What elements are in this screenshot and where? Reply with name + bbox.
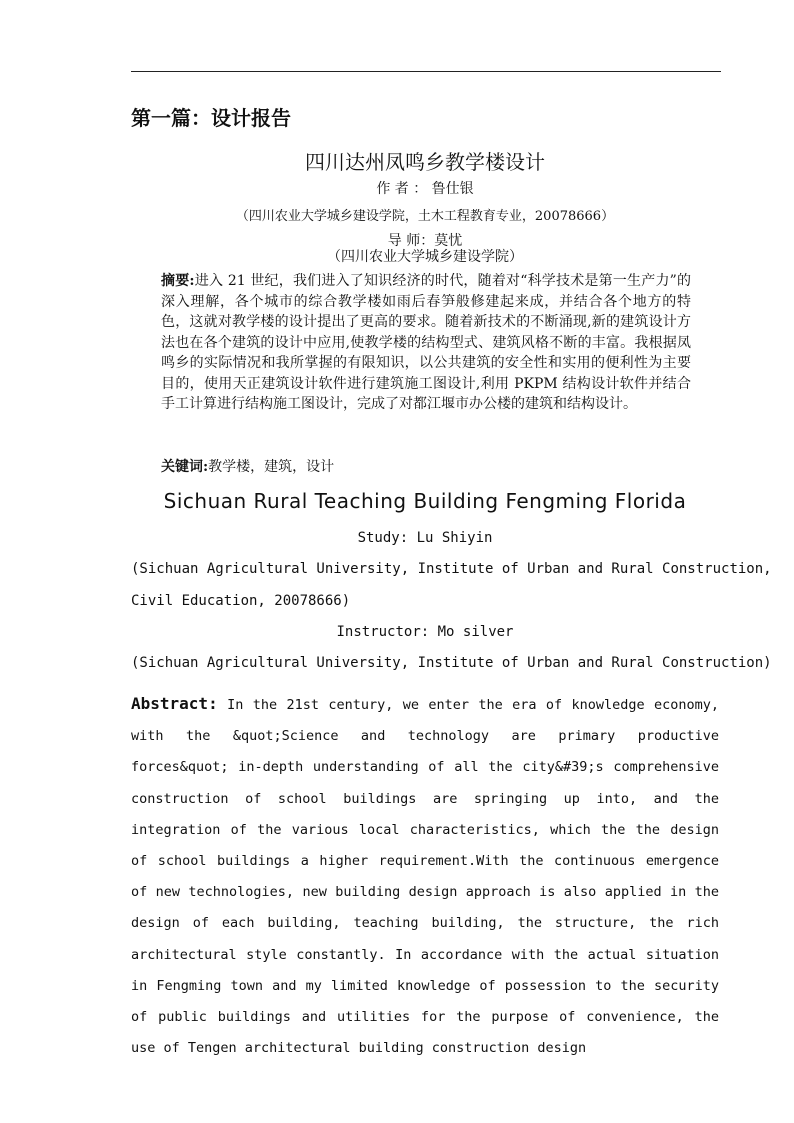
abstract-en xyxy=(131,688,719,1064)
instructor-line: Instructor: Mo silver xyxy=(336,624,514,640)
keywords-zh xyxy=(161,456,334,476)
thesis-title-en: Sichuan Rural Teaching Building Fengming Florida xyxy=(163,489,687,513)
abstract-zh-text: 进入 21 世纪，我们进入了知识经济的时代，随着对“科学技术是第一生产力”的深入理解，各个城市的综合教学楼如雨后春笋般修建起来成，并结合各个地方的特色，这就对教学楼的设计提出了更高的要求。随着新技术的不断涌现,新的建筑设计方法也在各个建筑的设计中应用,使教学楼的结构型式、建筑风格不断的丰富。我根据凤鸣乡的实际情况和我所掌握的有限知识，以公共建筑的安全性和实用的便利性为主要目的，使用天正建筑设计软件进行建筑施工图设计,利用 PKPM 结构设计软件并结合手工计算进行结构施工图设计，完成了对都江堰市办公楼的建筑和结构设计。 xyxy=(161,273,692,412)
keywords-zh-label: 关键词: xyxy=(161,459,209,475)
advisor-affiliation-zh: （四川农业大学城乡建设学院） xyxy=(327,249,523,265)
abstract-en-text: In the 21st century, we enter the era of knowledge economy, with the &quot;Science and technology are primary productive forces&quot; in-depth understanding of all the city&#39;s comprehensive construction of school buildings are springing up into, and the integration of the various local characteristics, which the the design of school buildings a higher requirement.With the continuous emergence of new technologies, new building design approach is also applied in the design of each building, teaching building, the structure, the rich architectural style constantly. In accordance with the actual situation in Fengming town and my limited knowledge of possession to the security of public buildings and utilities for the purpose of convenience, the use of Tengen architectural building construction design xyxy=(131,697,719,1057)
instructor-affiliation-en: (Sichuan Agricultural University, Institute of Urban and Rural Construction) xyxy=(131,655,772,671)
keywords-zh-text: 教学楼，建筑，设计 xyxy=(208,459,335,475)
abstract-zh-label: 摘要: xyxy=(161,273,195,289)
thesis-title-zh: 四川达州凤鸣乡教学楼设计 xyxy=(305,150,545,174)
affiliation-zh: （四川农业大学城乡建设学院，土木工程教育专业，20078666） xyxy=(235,209,615,224)
abstract-en-label: Abstract: xyxy=(131,694,218,713)
advisor-line: 导 师：莫忧 xyxy=(387,233,463,249)
study-line: Study: Lu Shiyin xyxy=(357,530,493,546)
affiliation-en-2: Civil Education, 20078666) xyxy=(131,593,351,609)
abstract-zh xyxy=(161,271,691,415)
author-line: 作 者 ： 鲁仕银 xyxy=(376,181,474,197)
affiliation-en-1: (Sichuan Agricultural University, Institute of Urban and Rural Construction, xyxy=(131,561,772,577)
part-title: 第一篇：设计报告 xyxy=(131,106,291,130)
header-rule xyxy=(131,71,721,72)
